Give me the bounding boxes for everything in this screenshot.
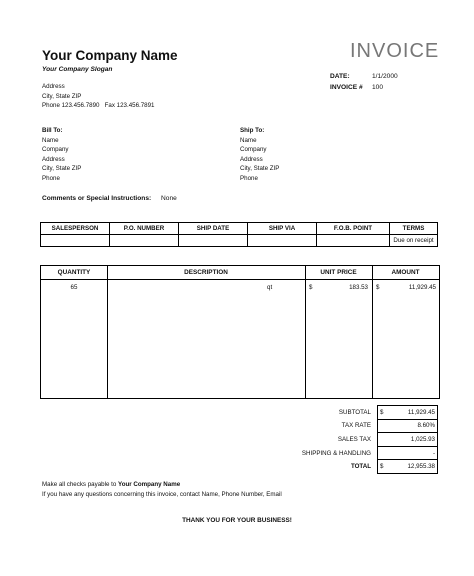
terms-header: TERMS [390,223,438,235]
ship-to-city: City, State ZIP [240,165,280,172]
date-label: DATE: [330,73,350,80]
bill-to-name: Name [42,136,59,144]
total-row [249,460,438,474]
subtotal-value: 11,929.45 [388,406,438,420]
ship-to-company: Company [240,146,267,153]
ship-via-header: SHIP VIA [248,223,317,235]
company-name: Your Company Name [42,48,178,63]
item-quantity: 65 [70,284,78,291]
bill-to-address: Address [42,155,65,163]
item-unit-price: 183.53 [349,284,368,291]
ship-to-address: Address [240,155,263,163]
questions-line: If you have any questions concerning this invoice, contact Name, Phone Number, Email [42,490,282,498]
tax-rate-value: 8.60% [388,419,438,433]
po-number-cell [110,235,179,247]
bill-to-block [42,126,81,183]
ship-date-cell [179,235,248,247]
tax-rate-row [249,419,438,433]
checks-company: Your Company Name [118,481,181,488]
tax-rate-dollar [378,419,389,433]
subtotal-label: SUBTOTAL [338,408,371,416]
total-label: TOTAL [350,463,371,471]
invoice-number-value: 100 [372,84,384,91]
item-description: qt [267,284,273,291]
footer-notes [42,480,282,499]
total-value: 12,955.38 [388,460,438,474]
tax-rate-label: TAX RATE [341,422,371,430]
ship-to-name: Name [240,136,257,144]
order-info-row [41,235,438,247]
description-header: DESCRIPTION [184,269,228,276]
items-table [40,265,440,399]
totals-table [249,405,438,474]
company-address-block [42,82,155,111]
comments-value: None [161,195,177,202]
bill-to-company: Company [42,146,69,153]
fob-point-cell [317,235,390,247]
company-slogan: Your Company Slogan [42,66,113,73]
comments-line [42,195,177,202]
unit-price-header: UNIT PRICE [320,269,357,276]
subtotal-row [249,406,438,420]
ship-via-cell [248,235,317,247]
ship-date-header: SHIP DATE [179,223,248,235]
thank-you-message: THANK YOU FOR YOUR BUSINESS! [182,517,292,524]
po-number-header: P.O. NUMBER [110,223,179,235]
salesperson-cell [41,235,110,247]
amount-header: AMOUNT [391,269,420,276]
bill-to-city: City, State ZIP [42,165,82,172]
fob-point-header: F.O.B. POINT [317,223,390,235]
shipping-dollar [378,446,389,460]
checks-payable-line [42,480,282,490]
shipping-row [249,446,438,460]
column-divider [107,266,108,398]
date-value: 1/1/2000 [372,73,398,80]
comments-label: Comments or Special Instructions: [42,195,152,202]
company-city: City, State ZIP [42,92,82,100]
shipping-label: SHIPPING & HANDLING [301,449,371,457]
sales-tax-dollar [378,433,389,447]
salesperson-header: SALESPERSON [41,223,110,235]
ship-to-label: Ship To: [240,127,265,134]
invoice-number-label: INVOICE # [330,84,363,91]
item-amount: 11,929.45 [408,284,436,291]
bill-to-label: Bill To: [42,127,63,134]
total-dollar: $ [378,460,389,474]
shipping-value: - [388,446,438,460]
amount-dollar: $ [376,284,380,291]
order-info-header-row [41,223,438,235]
sales-tax-label: SALES TAX [337,435,371,443]
bill-to-phone: Phone [42,174,60,182]
subtotal-dollar: $ [378,406,389,420]
invoice-title: INVOICE [350,40,440,62]
quantity-header: QUANTITY [57,269,91,276]
order-info-table [40,222,438,247]
ship-to-block [240,126,279,183]
company-address: Address [42,83,65,90]
ship-to-phone: Phone [240,174,258,182]
sales-tax-value: 1,025.93 [388,433,438,447]
sales-tax-row [249,433,438,447]
company-phone-fax: Phone 123.456.7890 Fax 123.456.7891 [42,102,155,109]
unit-price-dollar: $ [309,284,313,291]
terms-cell: Due on receipt [390,235,438,247]
checks-prefix: Make all checks payable to [42,481,117,488]
